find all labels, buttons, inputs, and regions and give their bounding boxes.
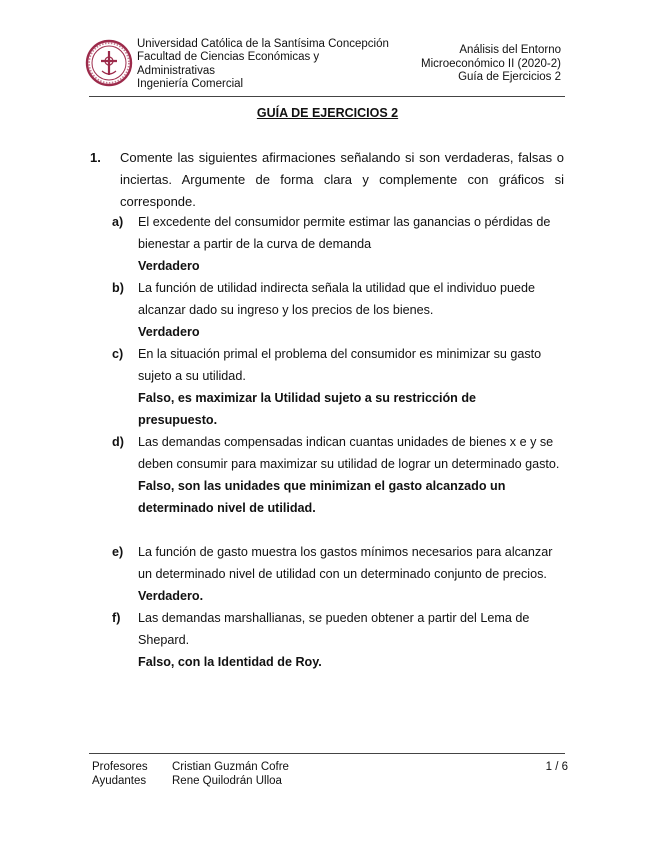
list-item [112, 211, 567, 277]
item-statement: Las demandas marshallianas, se pueden obtener a partir del Lema de Shepard. [138, 611, 530, 647]
institution-line: Administrativas [137, 64, 215, 77]
question-number: 1. [90, 150, 101, 165]
list-item [112, 431, 567, 519]
course-line: Análisis del Entorno [459, 44, 561, 56]
item-label: b) [112, 281, 124, 295]
item-answer: Verdadero [138, 325, 200, 339]
item-statement: La función de gasto muestra los gastos mínimos necesarios para alcanzar un determinado nivel de utilidad con un determinado conjunto de precios. [138, 545, 553, 581]
footer-role: Ayudantes [92, 775, 147, 787]
item-statement: En la situación primal el problema del consumidor es minimizar su gasto sujeto a su utilidad. [138, 347, 542, 383]
footer-names [172, 760, 289, 788]
page-number: 1 / 6 [545, 761, 568, 773]
course-line: Microeconómico II (2020-2) [421, 57, 561, 70]
item-label: c) [112, 347, 124, 361]
item-statement: Las demandas compensadas indican cuantas unidades de bienes x e y se deben consumir para maximizar su utilidad de lograr un determinado gasto. [138, 435, 560, 471]
list-item [112, 343, 567, 431]
institution-line: Ingeniería Comercial [137, 77, 244, 90]
item-statement: La función de utilidad indirecta señala la utilidad que el individuo puede alcanzar dado su ingreso y los precios de los bienes. [138, 281, 535, 317]
footer-name: Rene Quilodrán Ulloa [172, 775, 282, 787]
question-text: Comente las siguientes afirmaciones señalando si son verdaderas, falsas o inciertas. Argumente de forma clara y complemente con gráficos si corresponde. [120, 150, 564, 209]
item-label: f) [112, 611, 121, 625]
institution-block [137, 38, 407, 91]
footer-roles [92, 760, 148, 788]
page-title: GUÍA DE EJERCICIOS 2 [256, 106, 399, 120]
institution-line: Facultad de Ciencias Económicas y [137, 51, 320, 64]
item-label: a) [112, 215, 124, 229]
footer-role: Profesores [92, 761, 148, 773]
item-answer: Falso, con la Identidad de Roy. [138, 655, 322, 669]
institution-line: Universidad Católica de la Santísima Concepción [137, 38, 389, 50]
item-answer: Verdadero [138, 259, 200, 273]
footer-name: Cristian Guzmán Cofre [172, 761, 289, 773]
item-label: d) [112, 435, 124, 449]
item-answer: Verdadero. [138, 589, 204, 603]
item-statement: El excedente del consumidor permite estimar las ganancias o pérdidas de bienestar a partir de la curva de demanda [138, 215, 551, 251]
university-seal-logo [85, 39, 133, 87]
item-answer: Falso, es maximizar la Utilidad sujeto a su restricción de presupuesto. [138, 391, 477, 427]
list-item [112, 541, 567, 607]
footer-divider [89, 753, 565, 754]
list-item [112, 607, 567, 673]
item-answer: Falso, son las unidades que minimizan el gasto alcanzado un determinado nivel de utilidad. [138, 479, 506, 515]
course-line: Guía de Ejercicios 2 [458, 71, 561, 83]
item-label: e) [112, 545, 124, 559]
header-divider [89, 96, 565, 97]
course-block [421, 44, 561, 85]
list-item [112, 277, 567, 343]
